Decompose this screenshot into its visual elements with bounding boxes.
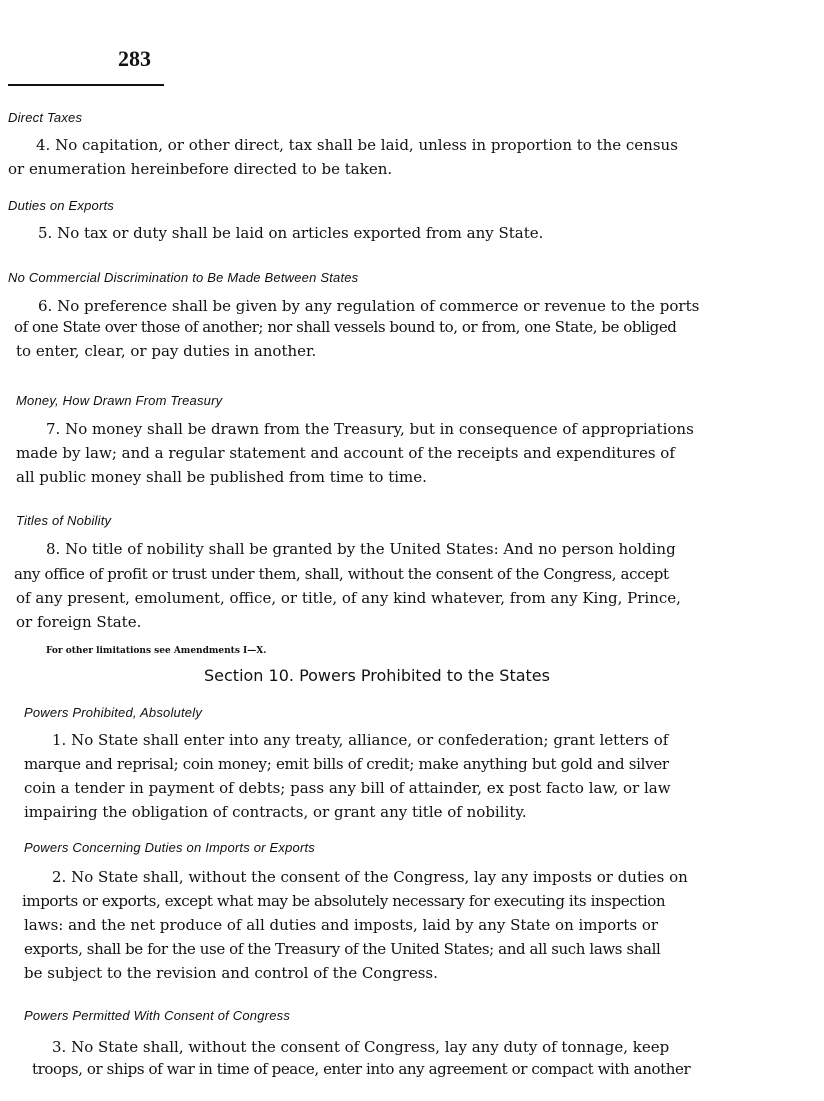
- heading-commercial-discrimination: No Commercial Discrimination to Be Made Between States: [8, 270, 359, 285]
- heading-duties-on-exports: Duties on Exports: [8, 198, 115, 213]
- clause-8-line-4: or foreign State.: [16, 613, 142, 631]
- clause-8-line-2: any office of profit or trust under them, shall, without the consent of the Congress, accept: [14, 565, 669, 583]
- heading-money-from-treasury: Money, How Drawn From Treasury: [16, 393, 223, 408]
- clause-s10-2-line-5: be subject to the revision and control of the Congress.: [24, 964, 438, 982]
- clause-s10-3-line-1: 3. No State shall, without the consent of Congress, lay any duty of tonnage, keep: [52, 1038, 670, 1056]
- clause-s10-2-line-2: imports or exports, except what may be absolutely necessary for executing its inspection: [22, 892, 666, 910]
- section-title: Section 10. Powers Prohibited to the States: [204, 666, 550, 685]
- heading-direct-taxes: Direct Taxes: [8, 110, 83, 125]
- clause-s10-2-line-1: 2. No State shall, without the consent of the Congress, lay any imposts or duties on: [52, 868, 688, 886]
- clause-6-line-2: of one State over those of another; nor shall vessels bound to, or from, one State, be obliged: [14, 318, 677, 336]
- clause-s10-1-line-2: marque and reprisal; coin money; emit bills of credit; make anything but gold and silver: [24, 755, 669, 773]
- clause-s10-1-line-4: impairing the obligation of contracts, or grant any title of nobility.: [24, 803, 527, 821]
- clause-8-line-1: 8. No title of nobility shall be granted by the United States: And no person holding: [46, 540, 676, 558]
- clause-s10-2-line-3: laws: and the net produce of all duties and imposts, laid by any State on imports or: [24, 916, 659, 934]
- heading-powers-permitted: Powers Permitted With Consent of Congress: [24, 1008, 291, 1023]
- clause-s10-2-line-4: exports, shall be for the use of the Treasury of the United States; and all such laws shall: [24, 940, 661, 958]
- header-rule: [8, 84, 164, 86]
- clause-s10-1-line-3: coin a tender in payment of debts; pass any bill of attainder, ex post facto law, or law: [24, 779, 671, 797]
- heading-powers-prohibited: Powers Prohibited, Absolutely: [24, 705, 203, 720]
- clause-s10-3-line-2: troops, or ships of war in time of peace, enter into any agreement or compact with another: [32, 1060, 691, 1078]
- heading-titles-of-nobility: Titles of Nobility: [16, 513, 112, 528]
- clause-7-line-3: all public money shall be published from time to time.: [16, 468, 427, 486]
- clause-8-line-3: of any present, emolument, office, or title, of any kind whatever, from any King, Prince,: [16, 589, 681, 607]
- clause-5-line-1: 5. No tax or duty shall be laid on articles exported from any State.: [38, 224, 544, 242]
- clause-7-line-1: 7. No money shall be drawn from the Treasury, but in consequence of appropriations: [46, 420, 694, 438]
- clause-6-line-3: to enter, clear, or pay duties in another.: [16, 342, 317, 360]
- amendments-note: For other limitations see Amendments I—X.: [46, 646, 267, 656]
- clause-4-line-2: or enumeration hereinbefore directed to be taken.: [8, 160, 393, 178]
- clause-6-line-1: 6. No preference shall be given by any regulation of commerce or revenue to the ports: [38, 297, 700, 315]
- clause-7-line-2: made by law; and a regular statement and account of the receipts and expenditures of: [16, 444, 675, 462]
- heading-powers-duties-imports: Powers Concerning Duties on Imports or Exports: [24, 840, 315, 855]
- page-number: 283: [118, 46, 151, 71]
- clause-s10-1-line-1: 1. No State shall enter into any treaty, alliance, or confederation; grant letters of: [52, 731, 669, 749]
- clause-4-line-1: 4. No capitation, or other direct, tax shall be laid, unless in proportion to the census: [36, 136, 678, 154]
